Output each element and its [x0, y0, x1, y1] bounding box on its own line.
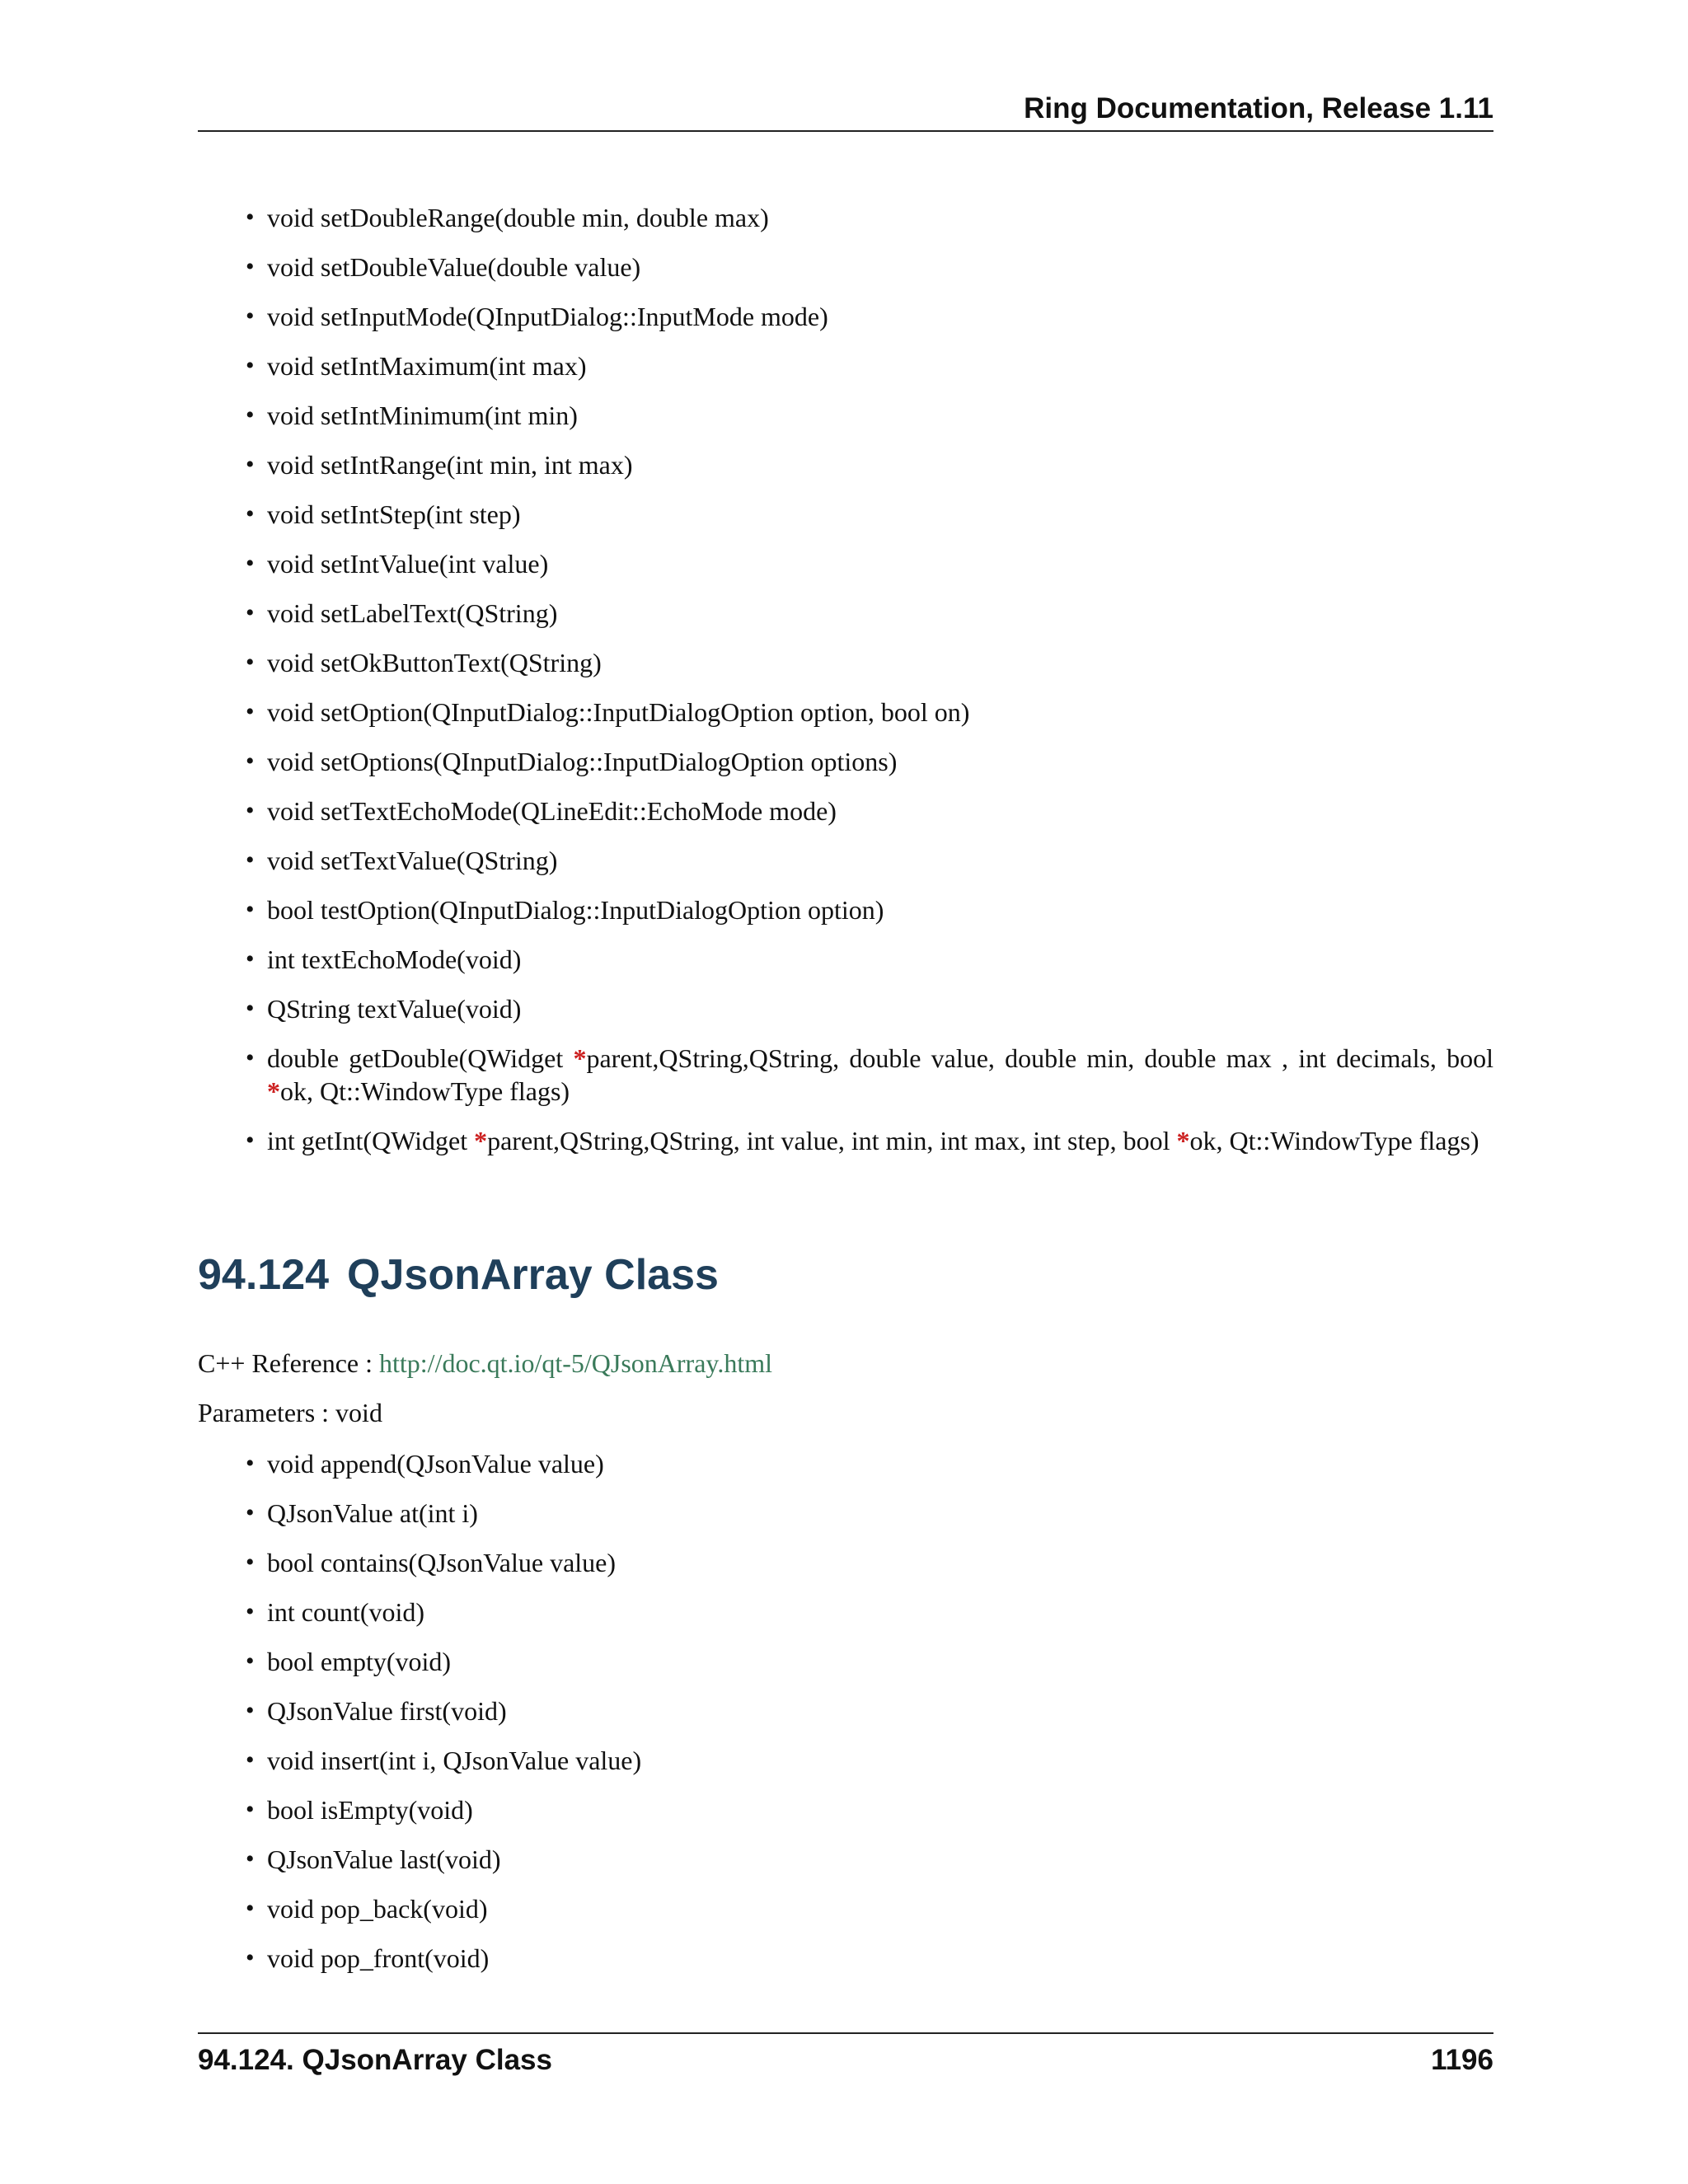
section-heading [198, 1249, 719, 1301]
bullet-icon: • [246, 302, 255, 330]
bullet-icon: • [246, 1697, 255, 1724]
page-number: 1196 [1431, 2044, 1493, 2076]
list-item: • void setOkButtonText(QString) [246, 648, 602, 677]
list-item: • bool empty(void) [246, 1647, 452, 1676]
header-rule [198, 130, 1493, 132]
bullet-icon: • [246, 1895, 255, 1922]
bullet-icon: • [246, 1647, 255, 1675]
bullet-icon: • [246, 253, 255, 280]
bullet-icon: • [246, 1845, 255, 1872]
footer-section-label: 94.124. QJsonArray Class [198, 2044, 552, 2076]
asterisk-mark: * [267, 1076, 280, 1106]
bullet-icon: • [246, 599, 255, 626]
bullet-icon: • [246, 1044, 255, 1071]
list-item: • void setIntRange(int min, int max) [246, 450, 633, 480]
asterisk-mark: * [1176, 1126, 1190, 1155]
bullet-icon: • [246, 204, 255, 231]
list-item: • int count(void) [246, 1597, 425, 1627]
list-item: • void pop_back(void) [246, 1894, 488, 1924]
list-item: • void setIntMinimum(int min) [246, 401, 578, 430]
list-item: • QJsonValue first(void) [246, 1696, 507, 1726]
running-header: Ring Documentation, Release 1.11 [1024, 92, 1493, 124]
list-item: • void setLabelText(QString) [246, 598, 558, 628]
list-item: • void setIntStep(int step) [246, 499, 521, 529]
list-item: • void setInputMode(QInputDialog::InputMode mode) [246, 302, 828, 331]
bullet-icon: • [246, 649, 255, 676]
bullet-icon: • [246, 1796, 255, 1823]
list-item: • void setIntMaximum(int max) [246, 351, 587, 381]
bullet-icon: • [246, 1598, 255, 1625]
bullet-icon: • [246, 401, 255, 429]
list-item: • void pop_front(void) [246, 1943, 490, 1973]
list-item: • void append(QJsonValue value) [246, 1449, 604, 1479]
list-item: • bool contains(QJsonValue value) [246, 1548, 617, 1577]
list-item: • QJsonValue last(void) [246, 1844, 501, 1874]
reference-link[interactable]: http://doc.qt.io/qt-5/QJsonArray.html [379, 1348, 772, 1378]
bullet-icon: • [246, 846, 255, 874]
bullet-icon: • [246, 451, 255, 478]
bullet-icon: • [246, 1499, 255, 1526]
bullet-icon: • [246, 797, 255, 824]
bullet-icon: • [246, 995, 255, 1022]
bullet-icon: • [246, 550, 255, 577]
list-item: • void setIntValue(int value) [246, 549, 549, 579]
bullet-icon: • [246, 500, 255, 527]
list-item: • void setOptions(QInputDialog::InputDialogOption options) [246, 747, 898, 776]
asterisk-mark: * [573, 1043, 587, 1073]
reference-label: C++ Reference : [198, 1348, 379, 1378]
list-item: • QJsonValue at(int i) [246, 1498, 478, 1528]
list-item: • void insert(int i, QJsonValue value) [246, 1746, 642, 1775]
parameters-line: Parameters : void [198, 1398, 382, 1427]
list-item: • bool isEmpty(void) [246, 1795, 473, 1825]
list-item: • void setDoubleValue(double value) [246, 252, 641, 282]
asterisk-mark: * [474, 1126, 488, 1155]
list-item-getdouble: • double getDouble(QWidget *parent,QString,QString, double value, double min, double max , int decimals, bool *ok, Qt::WindowType flags) [246, 1043, 1493, 1106]
list-item: • bool testOption(QInputDialog::InputDialogOption option) [246, 895, 884, 925]
bullet-icon: • [246, 1746, 255, 1774]
list-item: • void setTextValue(QString) [246, 846, 558, 875]
bullet-icon: • [246, 352, 255, 379]
bullet-icon: • [246, 1450, 255, 1477]
list-item-getint: • int getInt(QWidget *parent,QString,QString, int value, int min, int max, int step, bool *ok, Qt::WindowType flags) [246, 1126, 1479, 1155]
list-item: • void setOption(QInputDialog::InputDialogOption option, bool on) [246, 697, 970, 727]
footer-rule [198, 2032, 1493, 2034]
bullet-icon: • [246, 1549, 255, 1576]
bullet-icon: • [246, 1127, 255, 1154]
list-item: • QString textValue(void) [246, 994, 522, 1024]
method-list-qjsonarray [198, 1447, 1493, 1991]
list-item: • void setDoubleRange(double min, double max) [246, 203, 769, 232]
list-item: • int textEchoMode(void) [246, 944, 522, 974]
method-list-qinputdialog [198, 201, 1493, 1174]
bullet-icon: • [246, 748, 255, 775]
list-item: • void setTextEchoMode(QLineEdit::EchoMode mode) [246, 796, 837, 826]
bullet-icon: • [246, 698, 255, 725]
bullet-icon: • [246, 1944, 255, 1971]
bullet-icon: • [246, 896, 255, 923]
cpp-reference-line [198, 1347, 772, 1380]
section-number: 94.124 [198, 1251, 330, 1299]
bullet-icon: • [246, 945, 255, 972]
section-title: QJsonArray Class [347, 1251, 719, 1299]
